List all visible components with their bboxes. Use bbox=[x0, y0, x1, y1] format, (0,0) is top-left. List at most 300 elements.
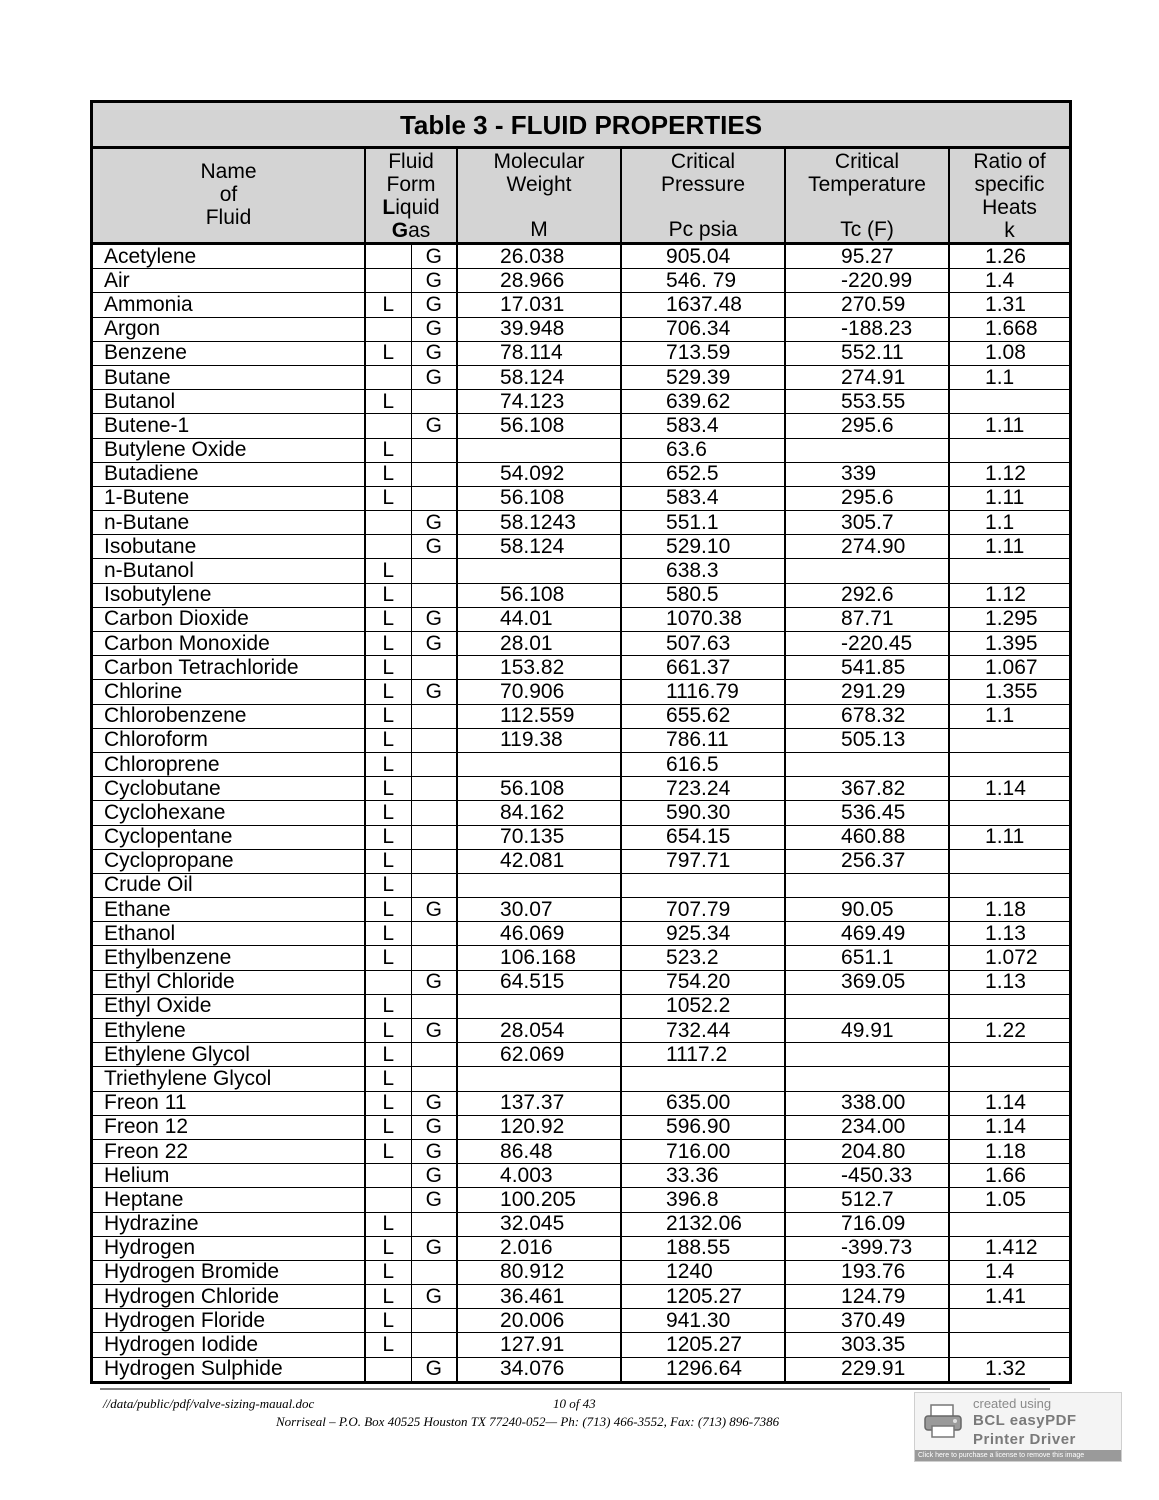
table-title: Table 3 - FLUID PROPERTIES bbox=[93, 103, 1069, 149]
table-row bbox=[93, 656, 1069, 680]
cell-critical-pressure: 1240 bbox=[621, 1260, 785, 1284]
table-row bbox=[93, 632, 1069, 656]
header-ratio-of-specific-heats: Ratio of specific Heats k bbox=[949, 149, 1069, 244]
cell-liquid-form bbox=[365, 535, 411, 559]
cell-critical-pressure: 654.15 bbox=[621, 825, 785, 849]
table-row bbox=[93, 728, 1069, 752]
cell-specific-heat-ratio: 1.355 bbox=[949, 680, 1069, 704]
cell-specific-heat-ratio bbox=[949, 728, 1069, 752]
cell-fluid-name: Air bbox=[93, 269, 365, 293]
cell-specific-heat-ratio: 1.395 bbox=[949, 632, 1069, 656]
badge-purchase-link[interactable]: Click here to purchase a license to remove this image bbox=[915, 1450, 1121, 1461]
cell-molecular-weight: 86.48 bbox=[457, 1139, 621, 1163]
cell-molecular-weight: 64.515 bbox=[457, 970, 621, 994]
cell-gas-form bbox=[411, 462, 457, 486]
cell-molecular-weight: 4.003 bbox=[457, 1164, 621, 1188]
cell-molecular-weight: 70.135 bbox=[457, 825, 621, 849]
cell-molecular-weight: 58.1243 bbox=[457, 511, 621, 535]
cell-critical-temperature: 295.6 bbox=[785, 414, 949, 438]
cell-liquid-form: L bbox=[365, 1043, 411, 1067]
cell-critical-temperature: -399.73 bbox=[785, 1236, 949, 1260]
cell-gas-form bbox=[411, 1260, 457, 1284]
cell-fluid-name: Ammonia bbox=[93, 293, 365, 317]
table-row bbox=[93, 1309, 1069, 1333]
cell-molecular-weight: 58.124 bbox=[457, 365, 621, 389]
footer-rule bbox=[100, 1388, 1050, 1390]
cell-gas-form bbox=[411, 994, 457, 1018]
cell-fluid-name: Hydrogen Floride bbox=[93, 1309, 365, 1333]
cell-critical-temperature: 274.91 bbox=[785, 365, 949, 389]
cell-critical-pressure: 1205.27 bbox=[621, 1285, 785, 1309]
footer-address: Norriseal – P.O. Box 40525 Houston TX 77240-052— Ph: (713) 466-3552, Fax: (713) 896-7386 bbox=[276, 1414, 780, 1429]
cell-fluid-name: Butanol bbox=[93, 390, 365, 414]
cell-specific-heat-ratio: 1.1 bbox=[949, 365, 1069, 389]
cell-liquid-form: L bbox=[365, 341, 411, 365]
cell-gas-form: G bbox=[411, 680, 457, 704]
cell-gas-form bbox=[411, 390, 457, 414]
cell-gas-form: G bbox=[411, 1115, 457, 1139]
cell-specific-heat-ratio: 1.18 bbox=[949, 898, 1069, 922]
cell-critical-temperature bbox=[785, 1067, 949, 1091]
cell-molecular-weight: 20.006 bbox=[457, 1309, 621, 1333]
cell-critical-pressure: 639.62 bbox=[621, 390, 785, 414]
cell-molecular-weight bbox=[457, 752, 621, 776]
cell-critical-pressure: 1116.79 bbox=[621, 680, 785, 704]
cell-gas-form bbox=[411, 922, 457, 946]
cell-fluid-name: Butylene Oxide bbox=[93, 438, 365, 462]
cell-critical-pressure: 33.36 bbox=[621, 1164, 785, 1188]
table-row bbox=[93, 801, 1069, 825]
cell-gas-form bbox=[411, 486, 457, 510]
cell-molecular-weight: 56.108 bbox=[457, 414, 621, 438]
cell-specific-heat-ratio: 1.14 bbox=[949, 1115, 1069, 1139]
table-row bbox=[93, 583, 1069, 607]
cell-critical-pressure: 529.39 bbox=[621, 365, 785, 389]
cell-liquid-form: L bbox=[365, 583, 411, 607]
cell-specific-heat-ratio: 1.14 bbox=[949, 777, 1069, 801]
cell-specific-heat-ratio: 1.11 bbox=[949, 825, 1069, 849]
cell-gas-form: G bbox=[411, 1236, 457, 1260]
cell-molecular-weight: 42.081 bbox=[457, 849, 621, 873]
table-row bbox=[93, 752, 1069, 776]
cell-liquid-form: L bbox=[365, 559, 411, 583]
cell-specific-heat-ratio bbox=[949, 1333, 1069, 1357]
table-row bbox=[93, 1164, 1069, 1188]
cell-molecular-weight: 54.092 bbox=[457, 462, 621, 486]
cell-fluid-name: Triethylene Glycol bbox=[93, 1067, 365, 1091]
cell-critical-temperature: 553.55 bbox=[785, 390, 949, 414]
cell-molecular-weight bbox=[457, 873, 621, 897]
cell-critical-pressure: 396.8 bbox=[621, 1188, 785, 1212]
cell-critical-temperature: 460.88 bbox=[785, 825, 949, 849]
cell-critical-pressure: 523.2 bbox=[621, 946, 785, 970]
cell-fluid-name: Freon 11 bbox=[93, 1091, 365, 1115]
cell-molecular-weight: 56.108 bbox=[457, 777, 621, 801]
cell-fluid-name: Cyclohexane bbox=[93, 801, 365, 825]
table-row bbox=[93, 1139, 1069, 1163]
cell-critical-pressure: 661.37 bbox=[621, 656, 785, 680]
table-row bbox=[93, 317, 1069, 341]
table-row bbox=[93, 559, 1069, 583]
cell-critical-temperature bbox=[785, 752, 949, 776]
cell-fluid-name: Chloroform bbox=[93, 728, 365, 752]
cell-gas-form: G bbox=[411, 244, 457, 269]
cell-liquid-form: L bbox=[365, 825, 411, 849]
cell-specific-heat-ratio: 1.08 bbox=[949, 341, 1069, 365]
cell-gas-form: G bbox=[411, 1188, 457, 1212]
cell-specific-heat-ratio: 1.26 bbox=[949, 244, 1069, 269]
cell-molecular-weight: 17.031 bbox=[457, 293, 621, 317]
cell-liquid-form bbox=[365, 970, 411, 994]
cell-molecular-weight: 36.461 bbox=[457, 1285, 621, 1309]
cell-liquid-form: L bbox=[365, 1067, 411, 1091]
cell-fluid-name: Ethyl Oxide bbox=[93, 994, 365, 1018]
badge-product: BCL easyPDF bbox=[973, 1412, 1077, 1429]
cell-critical-temperature: 338.00 bbox=[785, 1091, 949, 1115]
cell-specific-heat-ratio: 1.295 bbox=[949, 607, 1069, 631]
cell-critical-temperature: 512.7 bbox=[785, 1188, 949, 1212]
cell-specific-heat-ratio bbox=[949, 849, 1069, 873]
cell-critical-pressure: 529.10 bbox=[621, 535, 785, 559]
cell-molecular-weight: 127.91 bbox=[457, 1333, 621, 1357]
cell-liquid-form: L bbox=[365, 632, 411, 656]
cell-critical-temperature: 234.00 bbox=[785, 1115, 949, 1139]
footer-file-path: //data/public/pdf/valve-sizing-maual.doc bbox=[103, 1396, 315, 1411]
cell-molecular-weight: 80.912 bbox=[457, 1260, 621, 1284]
cell-fluid-name: n-Butanol bbox=[93, 559, 365, 583]
cell-liquid-form: L bbox=[365, 1091, 411, 1115]
cell-molecular-weight bbox=[457, 1067, 621, 1091]
table-row bbox=[93, 486, 1069, 510]
cell-liquid-form: L bbox=[365, 728, 411, 752]
cell-specific-heat-ratio: 1.14 bbox=[949, 1091, 1069, 1115]
cell-critical-pressure: 583.4 bbox=[621, 414, 785, 438]
cell-critical-pressure: 188.55 bbox=[621, 1236, 785, 1260]
cell-fluid-name: Freon 12 bbox=[93, 1115, 365, 1139]
cell-critical-pressure: 1296.64 bbox=[621, 1357, 785, 1381]
cell-molecular-weight bbox=[457, 994, 621, 1018]
cell-molecular-weight: 74.123 bbox=[457, 390, 621, 414]
cell-critical-pressure: 590.30 bbox=[621, 801, 785, 825]
cell-critical-temperature: -188.23 bbox=[785, 317, 949, 341]
table-row bbox=[93, 825, 1069, 849]
cell-critical-temperature: 124.79 bbox=[785, 1285, 949, 1309]
cell-specific-heat-ratio: 1.11 bbox=[949, 486, 1069, 510]
cell-liquid-form: L bbox=[365, 1212, 411, 1236]
cell-molecular-weight bbox=[457, 559, 621, 583]
cell-gas-form bbox=[411, 825, 457, 849]
badge-product-type: Printer Driver bbox=[973, 1431, 1076, 1448]
table-row bbox=[93, 994, 1069, 1018]
cell-liquid-form: L bbox=[365, 873, 411, 897]
cell-specific-heat-ratio: 1.4 bbox=[949, 269, 1069, 293]
cell-critical-temperature: 291.29 bbox=[785, 680, 949, 704]
cell-critical-pressure: 925.34 bbox=[621, 922, 785, 946]
table-row bbox=[93, 390, 1069, 414]
cell-molecular-weight: 56.108 bbox=[457, 583, 621, 607]
cell-critical-pressure: 638.3 bbox=[621, 559, 785, 583]
cell-critical-pressure: 596.90 bbox=[621, 1115, 785, 1139]
cell-molecular-weight: 26.038 bbox=[457, 244, 621, 269]
cell-gas-form bbox=[411, 559, 457, 583]
cell-critical-pressure: 546. 79 bbox=[621, 269, 785, 293]
cell-critical-temperature bbox=[785, 1043, 949, 1067]
cell-critical-pressure: 713.59 bbox=[621, 341, 785, 365]
cell-specific-heat-ratio: 1.412 bbox=[949, 1236, 1069, 1260]
cell-molecular-weight: 2.016 bbox=[457, 1236, 621, 1260]
header-critical-temperature: Critical Temperature Tc (F) bbox=[785, 149, 949, 244]
cell-specific-heat-ratio: 1.072 bbox=[949, 946, 1069, 970]
cell-critical-pressure bbox=[621, 1067, 785, 1091]
table-row bbox=[93, 511, 1069, 535]
table-row bbox=[93, 341, 1069, 365]
cell-critical-pressure: 754.20 bbox=[621, 970, 785, 994]
cell-fluid-name: Chlorobenzene bbox=[93, 704, 365, 728]
cell-gas-form: G bbox=[411, 341, 457, 365]
cell-gas-form: G bbox=[411, 414, 457, 438]
cell-fluid-name: Crude Oil bbox=[93, 873, 365, 897]
cell-fluid-name: 1-Butene bbox=[93, 486, 365, 510]
cell-liquid-form bbox=[365, 1188, 411, 1212]
table-row bbox=[93, 1115, 1069, 1139]
cell-liquid-form: L bbox=[365, 898, 411, 922]
table-row bbox=[93, 365, 1069, 389]
cell-fluid-name: Isobutane bbox=[93, 535, 365, 559]
cell-critical-pressure: 616.5 bbox=[621, 752, 785, 776]
cell-gas-form: G bbox=[411, 317, 457, 341]
cell-fluid-name: Cyclopentane bbox=[93, 825, 365, 849]
cell-liquid-form bbox=[365, 317, 411, 341]
cell-molecular-weight: 28.966 bbox=[457, 269, 621, 293]
cell-fluid-name: Chloroprene bbox=[93, 752, 365, 776]
cell-gas-form bbox=[411, 849, 457, 873]
cell-critical-temperature: 305.7 bbox=[785, 511, 949, 535]
cell-gas-form: G bbox=[411, 1357, 457, 1381]
table-row bbox=[93, 777, 1069, 801]
cell-fluid-name: Butene-1 bbox=[93, 414, 365, 438]
cell-specific-heat-ratio: 1.05 bbox=[949, 1188, 1069, 1212]
cell-liquid-form: L bbox=[365, 1285, 411, 1309]
cell-gas-form bbox=[411, 873, 457, 897]
cell-critical-pressure: 786.11 bbox=[621, 728, 785, 752]
cell-liquid-form: L bbox=[365, 293, 411, 317]
cell-molecular-weight: 62.069 bbox=[457, 1043, 621, 1067]
cell-critical-pressure: 2132.06 bbox=[621, 1212, 785, 1236]
cell-fluid-name: Chlorine bbox=[93, 680, 365, 704]
cell-molecular-weight: 119.38 bbox=[457, 728, 621, 752]
cell-molecular-weight: 32.045 bbox=[457, 1212, 621, 1236]
cell-molecular-weight: 28.054 bbox=[457, 1019, 621, 1043]
cell-liquid-form bbox=[365, 269, 411, 293]
table-row bbox=[93, 946, 1069, 970]
cell-liquid-form bbox=[365, 244, 411, 269]
cell-critical-pressure: 732.44 bbox=[621, 1019, 785, 1043]
cell-fluid-name: Heptane bbox=[93, 1188, 365, 1212]
cell-fluid-name: Butane bbox=[93, 365, 365, 389]
cell-fluid-name: n-Butane bbox=[93, 511, 365, 535]
cell-molecular-weight: 30.07 bbox=[457, 898, 621, 922]
table-row bbox=[93, 680, 1069, 704]
cell-critical-temperature bbox=[785, 994, 949, 1018]
cell-specific-heat-ratio: 1.668 bbox=[949, 317, 1069, 341]
cell-critical-temperature: 303.35 bbox=[785, 1333, 949, 1357]
cell-specific-heat-ratio bbox=[949, 559, 1069, 583]
cell-specific-heat-ratio: 1.13 bbox=[949, 922, 1069, 946]
cell-critical-temperature: -220.99 bbox=[785, 269, 949, 293]
cell-liquid-form: L bbox=[365, 390, 411, 414]
cell-fluid-name: Helium bbox=[93, 1164, 365, 1188]
cell-liquid-form: L bbox=[365, 486, 411, 510]
cell-critical-pressure: 655.62 bbox=[621, 704, 785, 728]
cell-critical-temperature bbox=[785, 873, 949, 897]
cell-critical-temperature: 95.27 bbox=[785, 244, 949, 269]
cell-specific-heat-ratio: 1.18 bbox=[949, 1139, 1069, 1163]
cell-liquid-form: L bbox=[365, 607, 411, 631]
table-row bbox=[93, 1260, 1069, 1284]
cell-critical-temperature: 193.76 bbox=[785, 1260, 949, 1284]
cell-gas-form bbox=[411, 728, 457, 752]
cell-molecular-weight bbox=[457, 438, 621, 462]
cell-fluid-name: Butadiene bbox=[93, 462, 365, 486]
cell-critical-pressure: 63.6 bbox=[621, 438, 785, 462]
table-row bbox=[93, 1091, 1069, 1115]
cell-fluid-name: Hydrogen Chloride bbox=[93, 1285, 365, 1309]
cell-fluid-name: Cyclopropane bbox=[93, 849, 365, 873]
table-row bbox=[93, 1357, 1069, 1381]
cell-critical-temperature: 369.05 bbox=[785, 970, 949, 994]
table-row bbox=[93, 1236, 1069, 1260]
table-row bbox=[93, 1212, 1069, 1236]
cell-gas-form bbox=[411, 1067, 457, 1091]
cell-liquid-form: L bbox=[365, 680, 411, 704]
cell-critical-temperature: 292.6 bbox=[785, 583, 949, 607]
cell-fluid-name: Carbon Monoxide bbox=[93, 632, 365, 656]
table-row bbox=[93, 462, 1069, 486]
cell-critical-pressure: 797.71 bbox=[621, 849, 785, 873]
table-row bbox=[93, 1188, 1069, 1212]
cell-critical-temperature: 339 bbox=[785, 462, 949, 486]
cell-liquid-form: L bbox=[365, 922, 411, 946]
table-row bbox=[93, 898, 1069, 922]
cell-gas-form: G bbox=[411, 365, 457, 389]
cell-specific-heat-ratio: 1.66 bbox=[949, 1164, 1069, 1188]
cell-critical-pressure: 507.63 bbox=[621, 632, 785, 656]
cell-gas-form: G bbox=[411, 1091, 457, 1115]
cell-fluid-name: Ethyl Chloride bbox=[93, 970, 365, 994]
cell-critical-temperature: 716.09 bbox=[785, 1212, 949, 1236]
cell-specific-heat-ratio: 1.12 bbox=[949, 462, 1069, 486]
cell-gas-form bbox=[411, 777, 457, 801]
cell-fluid-name: Hydrogen Iodide bbox=[93, 1333, 365, 1357]
table-row bbox=[93, 244, 1069, 269]
cell-liquid-form bbox=[365, 1164, 411, 1188]
header-gas: Gas bbox=[391, 219, 431, 242]
cell-liquid-form: L bbox=[365, 704, 411, 728]
cell-specific-heat-ratio bbox=[949, 1212, 1069, 1236]
cell-fluid-name: Argon bbox=[93, 317, 365, 341]
cell-critical-pressure: 905.04 bbox=[621, 244, 785, 269]
table-row bbox=[93, 414, 1069, 438]
cell-specific-heat-ratio bbox=[949, 390, 1069, 414]
cell-specific-heat-ratio: 1.41 bbox=[949, 1285, 1069, 1309]
cell-critical-temperature: 552.11 bbox=[785, 341, 949, 365]
cell-specific-heat-ratio: 1.12 bbox=[949, 583, 1069, 607]
cell-specific-heat-ratio bbox=[949, 1067, 1069, 1091]
cell-liquid-form bbox=[365, 365, 411, 389]
cell-gas-form bbox=[411, 1043, 457, 1067]
cell-critical-temperature: 90.05 bbox=[785, 898, 949, 922]
cell-molecular-weight: 153.82 bbox=[457, 656, 621, 680]
cell-specific-heat-ratio: 1.11 bbox=[949, 535, 1069, 559]
cell-liquid-form: L bbox=[365, 777, 411, 801]
cell-fluid-name: Carbon Tetrachloride bbox=[93, 656, 365, 680]
cell-critical-temperature: 678.32 bbox=[785, 704, 949, 728]
cell-fluid-name: Hydrogen bbox=[93, 1236, 365, 1260]
properties-grid bbox=[93, 149, 1069, 1381]
cell-molecular-weight: 137.37 bbox=[457, 1091, 621, 1115]
cell-gas-form bbox=[411, 656, 457, 680]
cell-liquid-form: L bbox=[365, 1333, 411, 1357]
cell-fluid-name: Ethanol bbox=[93, 922, 365, 946]
cell-specific-heat-ratio bbox=[949, 1043, 1069, 1067]
cell-specific-heat-ratio bbox=[949, 801, 1069, 825]
cell-liquid-form: L bbox=[365, 1139, 411, 1163]
cell-gas-form: G bbox=[411, 293, 457, 317]
cell-specific-heat-ratio: 1.22 bbox=[949, 1019, 1069, 1043]
table-row bbox=[93, 1285, 1069, 1309]
table-row bbox=[93, 1019, 1069, 1043]
cell-gas-form bbox=[411, 1212, 457, 1236]
cell-critical-pressure: 1070.38 bbox=[621, 607, 785, 631]
cell-critical-temperature: 536.45 bbox=[785, 801, 949, 825]
cell-specific-heat-ratio: 1.067 bbox=[949, 656, 1069, 680]
printer-icon bbox=[923, 1403, 963, 1439]
cell-liquid-form: L bbox=[365, 1019, 411, 1043]
cell-specific-heat-ratio: 1.4 bbox=[949, 1260, 1069, 1284]
cell-gas-form bbox=[411, 704, 457, 728]
table-row bbox=[93, 704, 1069, 728]
cell-fluid-name: Ethylene Glycol bbox=[93, 1043, 365, 1067]
cell-fluid-name: Freon 22 bbox=[93, 1139, 365, 1163]
cell-critical-temperature: 295.6 bbox=[785, 486, 949, 510]
cell-liquid-form: L bbox=[365, 946, 411, 970]
cell-gas-form: G bbox=[411, 535, 457, 559]
cell-fluid-name: Isobutylene bbox=[93, 583, 365, 607]
cell-liquid-form: L bbox=[365, 801, 411, 825]
cell-liquid-form: L bbox=[365, 438, 411, 462]
cell-critical-pressure: 716.00 bbox=[621, 1139, 785, 1163]
cell-critical-pressure: 652.5 bbox=[621, 462, 785, 486]
cell-critical-pressure: 635.00 bbox=[621, 1091, 785, 1115]
cell-liquid-form: L bbox=[365, 849, 411, 873]
cell-specific-heat-ratio: 1.32 bbox=[985, 1357, 1026, 1381]
cell-gas-form bbox=[411, 801, 457, 825]
cell-liquid-form bbox=[365, 414, 411, 438]
cell-fluid-name: Cyclobutane bbox=[93, 777, 365, 801]
easypdf-badge[interactable] bbox=[914, 1392, 1122, 1462]
badge-caption: created using bbox=[973, 1396, 1052, 1411]
header-critical-pressure: Critical Pressure Pc psia bbox=[621, 149, 785, 244]
cell-specific-heat-ratio: 1.11 bbox=[949, 414, 1069, 438]
cell-critical-temperature: 229.91 bbox=[785, 1357, 949, 1381]
cell-gas-form bbox=[411, 583, 457, 607]
cell-specific-heat-ratio bbox=[949, 994, 1069, 1018]
cell-liquid-form: L bbox=[365, 752, 411, 776]
cell-molecular-weight: 78.114 bbox=[457, 341, 621, 365]
cell-critical-temperature: 49.91 bbox=[785, 1019, 949, 1043]
cell-molecular-weight: 58.124 bbox=[457, 535, 621, 559]
cell-critical-temperature: 505.13 bbox=[785, 728, 949, 752]
